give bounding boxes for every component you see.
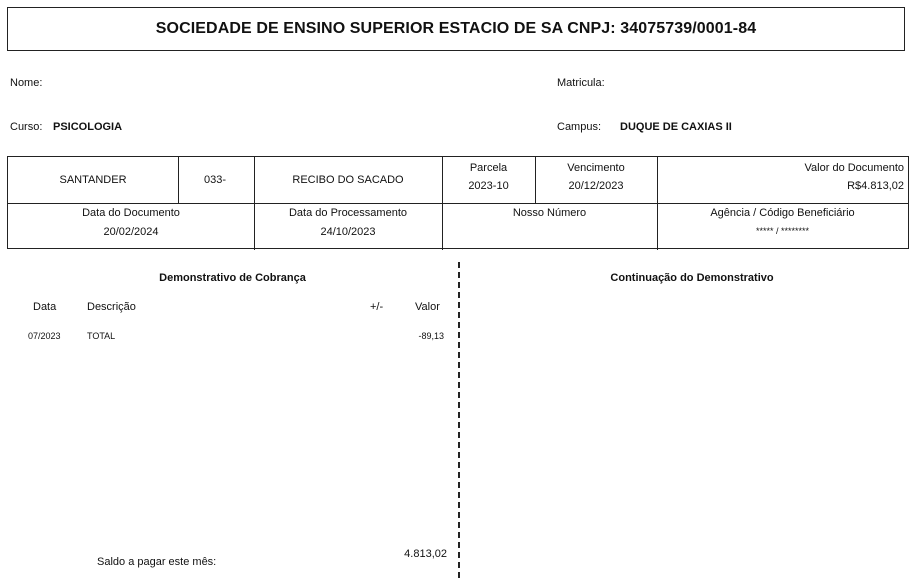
saldo-value: 4.813,02: [404, 548, 447, 560]
curso-value: PSICOLOGIA: [53, 121, 123, 133]
data-doc-label: Data do Documento: [82, 207, 180, 219]
col-divider: [657, 157, 658, 250]
demonstrativo-title: Demonstrativo de Cobrança: [159, 272, 306, 284]
data-proc-value: 24/10/2023: [320, 226, 376, 238]
nosso-numero-label: Nosso Número: [512, 207, 587, 219]
col-divider: [178, 157, 179, 203]
campus-value: DUQUE DE CAXIAS II: [620, 121, 732, 133]
col-header-sinal: +/-: [370, 301, 384, 313]
matricula-label: Matricula:: [557, 77, 605, 89]
issuer-header: [7, 7, 905, 51]
col-header-valor: Valor: [415, 301, 440, 313]
saldo-label: Saldo a pagar este mês:: [97, 556, 217, 568]
valor-doc-label: Valor do Documento: [804, 162, 904, 174]
bank-code: 033-: [204, 174, 227, 186]
valor-doc-value: R$4.813,02: [847, 180, 904, 192]
agencia-label: Agência / Código Beneficiário: [710, 207, 855, 219]
continuacao-title: Continuação do Demonstrativo: [610, 272, 774, 284]
vencimento-label: Vencimento: [567, 162, 625, 174]
row-divider: [8, 203, 908, 204]
col-header-descricao: Descrição: [87, 301, 136, 313]
row-data: 07/2023: [28, 331, 61, 341]
agencia-value: ***** / ********: [755, 226, 810, 236]
data-doc-value: 20/02/2024: [103, 226, 159, 238]
nome-label: Nome:: [10, 77, 43, 89]
parcela-label: Parcela: [469, 162, 508, 174]
boleto-table: [7, 156, 909, 249]
curso-label: Curso:: [10, 121, 43, 133]
data-proc-label: Data do Processamento: [288, 207, 407, 219]
col-header-data: Data: [33, 301, 57, 313]
issuer-title: SOCIEDADE DE ENSINO SUPERIOR ESTACIO DE SA CNPJ: 34075739/0001-84: [155, 20, 757, 37]
section-divider: [458, 262, 460, 578]
doc-type: RECIBO DO SACADO: [292, 174, 404, 186]
row-descricao: TOTAL: [87, 331, 116, 341]
row-valor: -89,13: [418, 331, 444, 341]
vencimento-value: 20/12/2023: [568, 180, 624, 192]
bank-name: SANTANDER: [59, 174, 127, 186]
campus-label: Campus:: [557, 121, 602, 133]
parcela-value: 2023-10: [468, 180, 509, 192]
